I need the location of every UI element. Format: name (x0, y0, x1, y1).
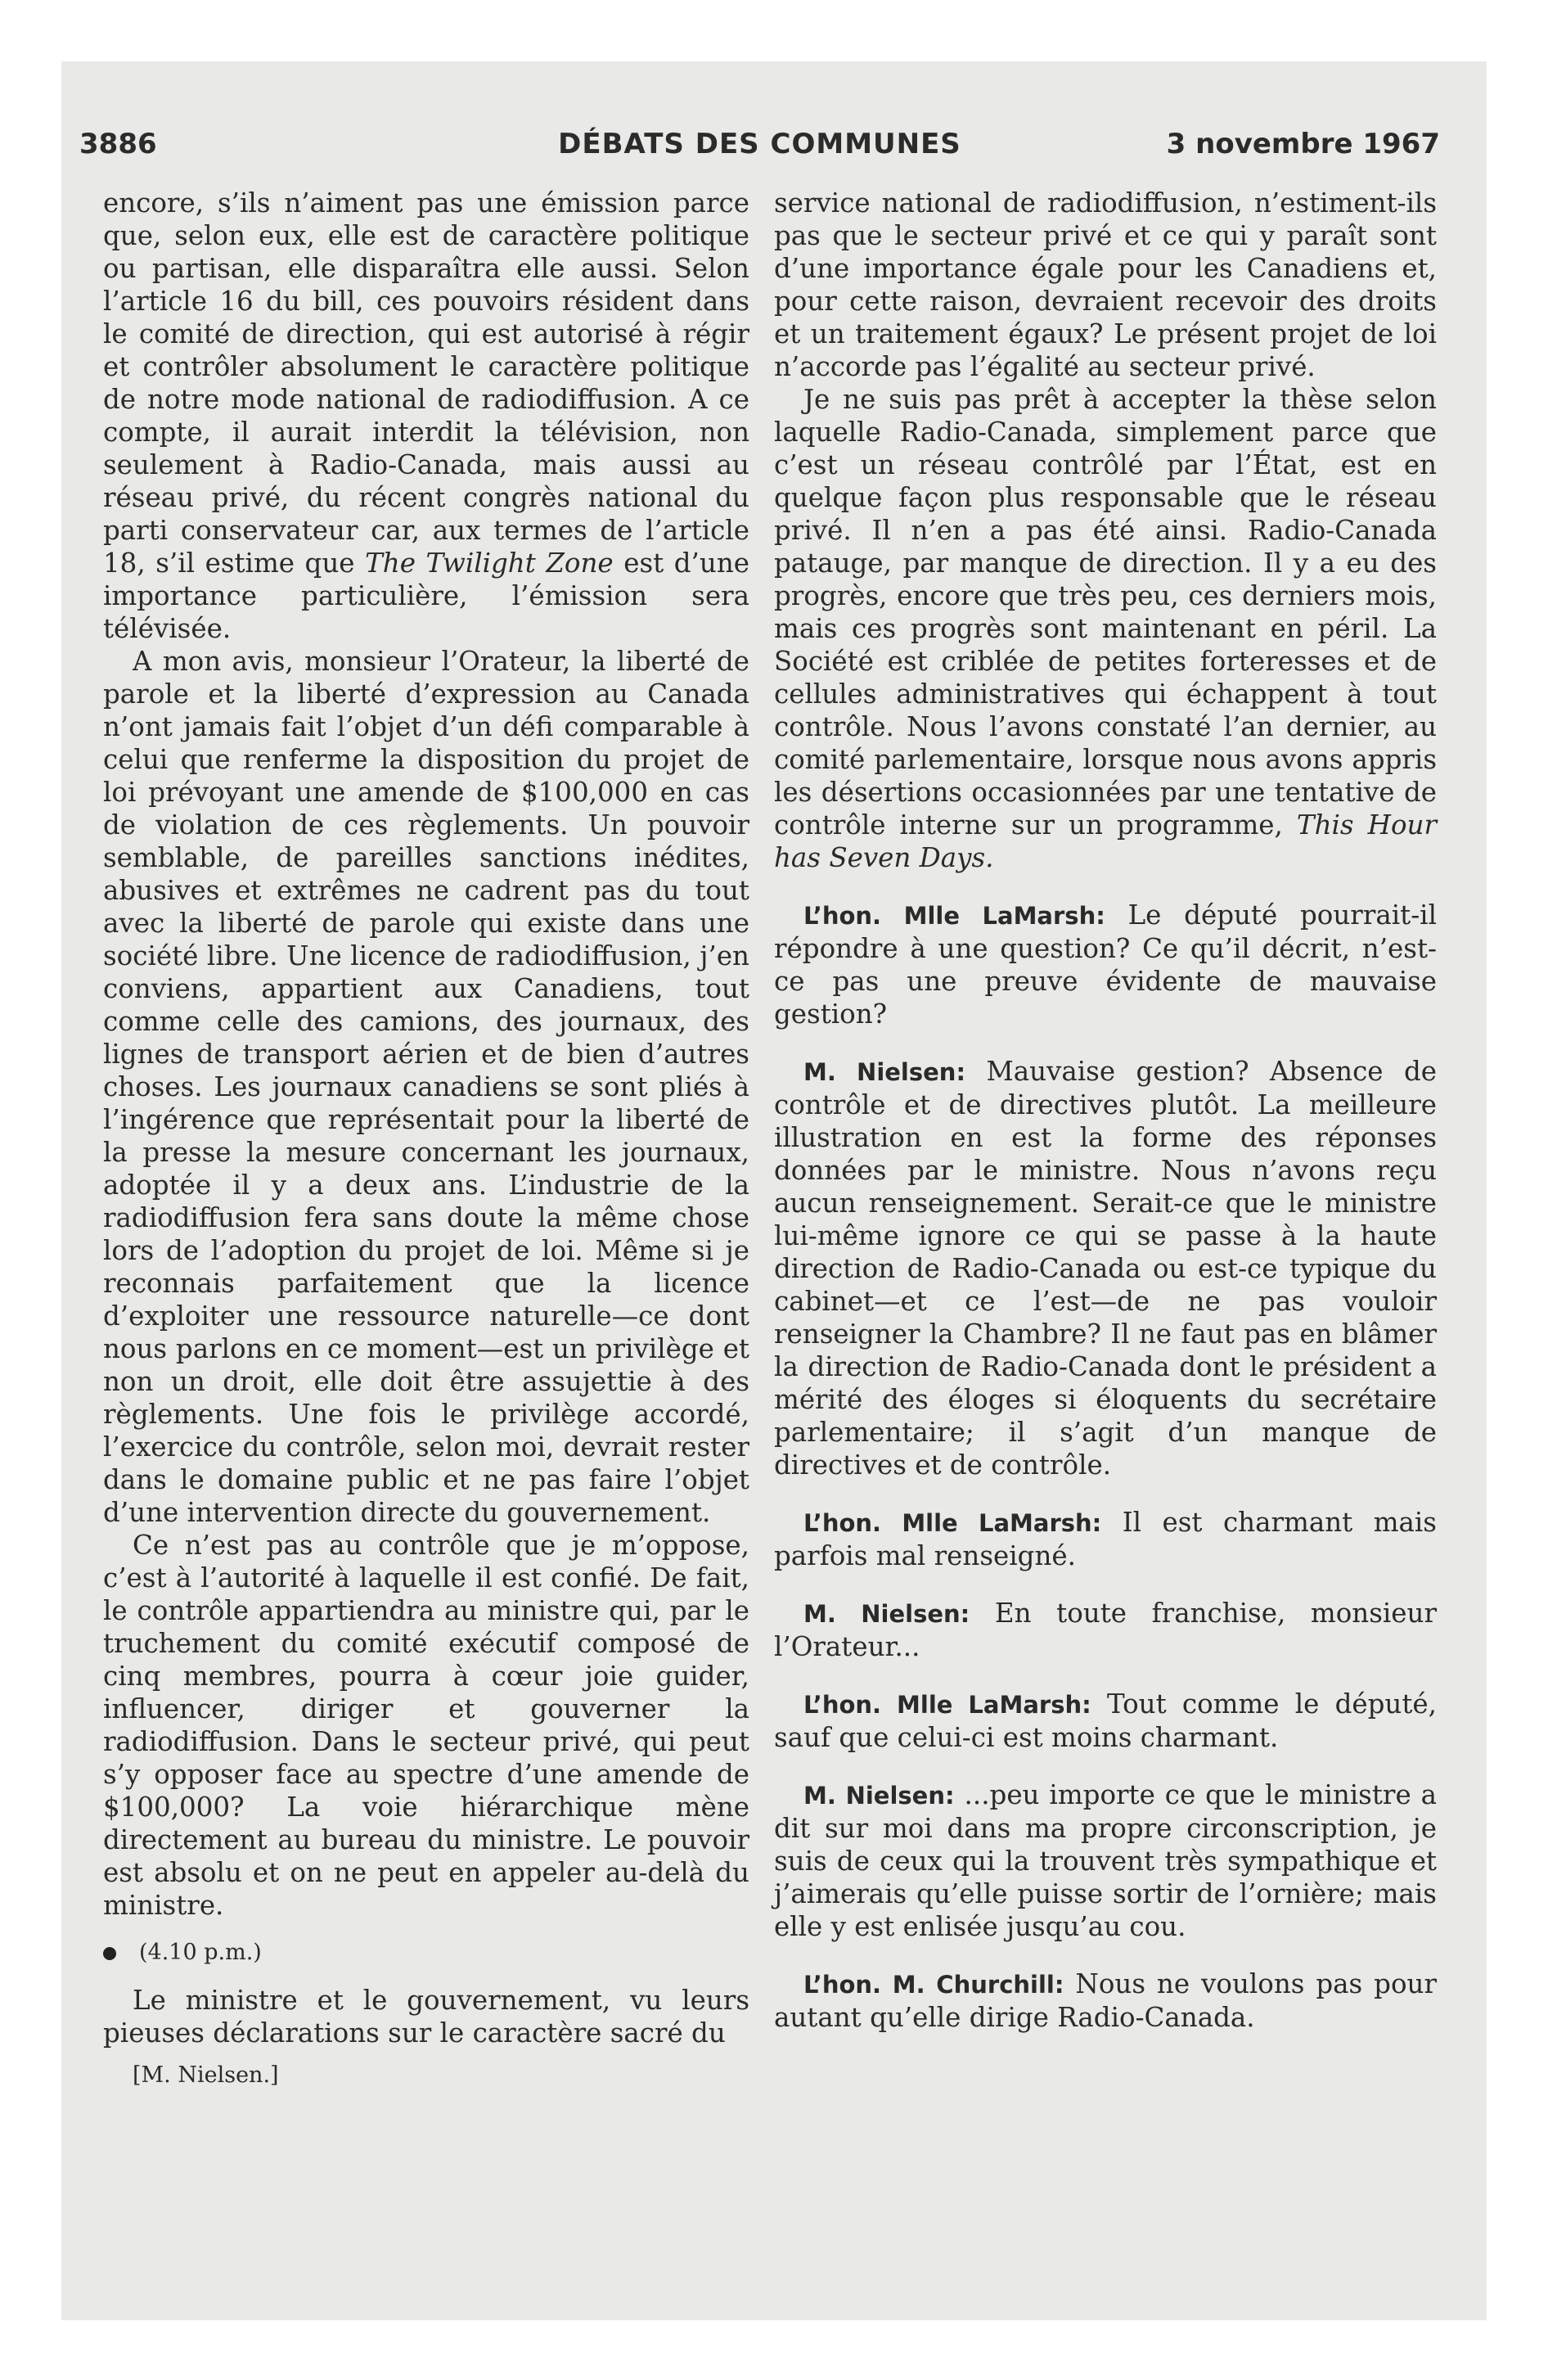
program-title: The Twilight Zone (365, 548, 614, 579)
paragraph: encore, s’ils n’aiment pas une émission parce que, selon eux, elle est de caractère politique ou partisan, elle disparaîtra elle aussi. Selon l’article 16 du bill, ces pouvoirs résident dans le comité de direction, qui est autorisé à régir et contrôler absolument le caractère politique de notre mode national de radiodiffusion. A ce compte, il aurait interdit la télévision, non seulement à Radio-Canada, mais aussi au réseau privé, du récent congrès national du parti conservateur car, aux termes de l’article 18, s’il estime que The Twilight Zone est d’une importance particulière, l’émission sera télévisée. (103, 187, 749, 644)
paragraph: service national de radiodiffusion, n’estiment-ils pas que le secteur privé et ce qui y paraît sont d’une importance égale pour les Canadiens et, pour cette raison, devraient recevoir des droits et un traitement égaux? Le présent projet de loi n’accorde pas l’égalité au secteur privé. (774, 187, 1437, 382)
speaker-name: M. Nielsen: (803, 1600, 970, 1628)
journal-title: DÉBATS DES COMMUNES (558, 128, 961, 160)
paragraph: Le ministre et le gouvernement, vu leurs pieuses déclarations sur le caractère sacré du (103, 1985, 749, 2049)
speech: L’hon. Mlle LaMarsh: Il est charmant mais parfois mal renseigné. (774, 1507, 1437, 1571)
issue-date: 3 novembre 1967 (1166, 128, 1440, 160)
program-title: This Hour has Seven Days. (774, 809, 1438, 873)
speaker-name: L’hon. M. Churchill: (803, 1971, 1064, 1999)
page-number: 3886 (79, 128, 157, 160)
right-column (774, 187, 1437, 2034)
paragraph: Ce n’est pas au contrôle que je m’oppose, c’est à l’autorité à laquelle il est confié. De fait, le contrôle appartiendra au ministre qui, par le truchement du comité exécutif composé de cinq membres, pourra à cœur joie guider, influencer, diriger et gouverner la radiodiffusion. Dans le secteur privé, qui peut s’y opposer face au spectre d’une amende de $100,000? La voie hiérarchique mène directement au bureau du ministre. Le pouvoir est absolu et on ne peut en appeler au-delà du ministre. (103, 1530, 749, 1921)
speech: M. Nielsen: Mauvaise gestion? Absence de contrôle et de directives plutôt. La meilleure illustration en est la forme des réponses données par le ministre. Nous n’avons reçu aucun renseignement. Serait-ce que le ministre lui-même ignore ce qui se passe à la haute direction de Radio-Canada ou est-ce typique du cabinet—et ce l’est—de ne pas vouloir renseigner la Chambre? Il ne faut pas en blâmer la direction de Radio-Canada dont le président a mérité des éloges si éloquents du secrétaire parlementaire; il s’agit d’un manque de directives et de contrôle. (774, 1056, 1437, 1481)
speaker-name: L’hon. Mlle LaMarsh: (803, 902, 1105, 930)
speaker-attribution: [M. Nielsen.] (133, 2062, 279, 2088)
speaker-name: L’hon. Mlle LaMarsh: (803, 1691, 1091, 1719)
speech: M. Nielsen: ...peu importe ce que le ministre a dit sur moi dans ma propre circonscription, je suis de ceux qui la trouvent très sympathique et j’aimerais qu’elle puisse sortir de l’ornière; mais elle y est enlisée jusqu’au cou. (774, 1779, 1437, 1942)
speaker-name: M. Nielsen: (803, 1058, 966, 1086)
speech: L’hon. Mlle LaMarsh: Tout comme le député, sauf que celui-ci est moins charmant. (774, 1688, 1437, 1753)
bullet-icon (103, 1947, 116, 1960)
speaker-name: M. Nielsen: (803, 1782, 955, 1810)
speech: M. Nielsen: En toute franchise, monsieur l’Orateur... (774, 1598, 1437, 1662)
speech: L’hon. M. Churchill: Nous ne voulons pas pour autant qu’elle dirige Radio-Canada. (774, 1968, 1437, 2033)
left-column (103, 187, 749, 2092)
speaker-name: L’hon. Mlle LaMarsh: (803, 1509, 1102, 1537)
page-header (79, 128, 1440, 169)
time-stamp: (4.10 p.m.) (103, 1936, 749, 1969)
paragraph: Je ne suis pas prêt à accepter la thèse selon laquelle Radio-Canada, simplement parce que c’est un réseau contrôlé par l’État, est en quelque façon plus responsable que le réseau privé. Il n’en a pas été ainsi. Radio-Canada patauge, par manque de direction. Il y a eu des progrès, encore que très peu, ces derniers mois, mais ces progrès sont maintenant en péril. La Société est criblée de petites forteresses et de cellules administratives qui échappent à tout contrôle. Nous l’avons constaté l’an dernier, au comité parlementaire, lorsque nous avons appris les désertions occasionnées par une tentative de contrôle interne sur un programme, This Hour has Seven Days. (774, 384, 1438, 873)
speech: L’hon. Mlle LaMarsh: Le député pourrait-il répondre à une question? Ce qu’il décrit, n’est-ce pas une preuve évidente de mauvaise gestion? (774, 899, 1437, 1030)
paragraph: A mon avis, monsieur l’Orateur, la liberté de parole et la liberté d’expression au Canada n’ont jamais fait l’objet d’un défi comparable à celui que renferme la disposition du projet de loi prévoyant une amende de $100,000 en cas de violation de ces règlements. Un pouvoir semblable, de pareilles sanctions inédites, abusives et extrêmes ne cadrent pas du tout avec la liberté de parole qui existe dans une société libre. Une licence de radiodiffusion, j’en conviens, appartient aux Canadiens, tout comme celle des camions, des journaux, des lignes de transport aérien et de bien d’autres choses. Les journaux canadiens se sont pliés à l’ingérence que représentait pour la liberté de la presse la mesure concernant les journaux, adoptée il y a deux ans. L’industrie de la radiodiffusion fera sans doute la même chose lors de l’adoption du projet de loi. Même si je reconnais parfaitement que la licence d’exploiter une ressource naturelle—ce dont nous parlons en ce moment—est un privilège et non un droit, elle doit être assujettie à des règlements. Une fois le privilège accordé, l’exercice du contrôle, selon moi, devrait rester dans le domaine public et ne pas faire l’objet d’une intervention directe du gouvernement. (103, 646, 749, 1528)
